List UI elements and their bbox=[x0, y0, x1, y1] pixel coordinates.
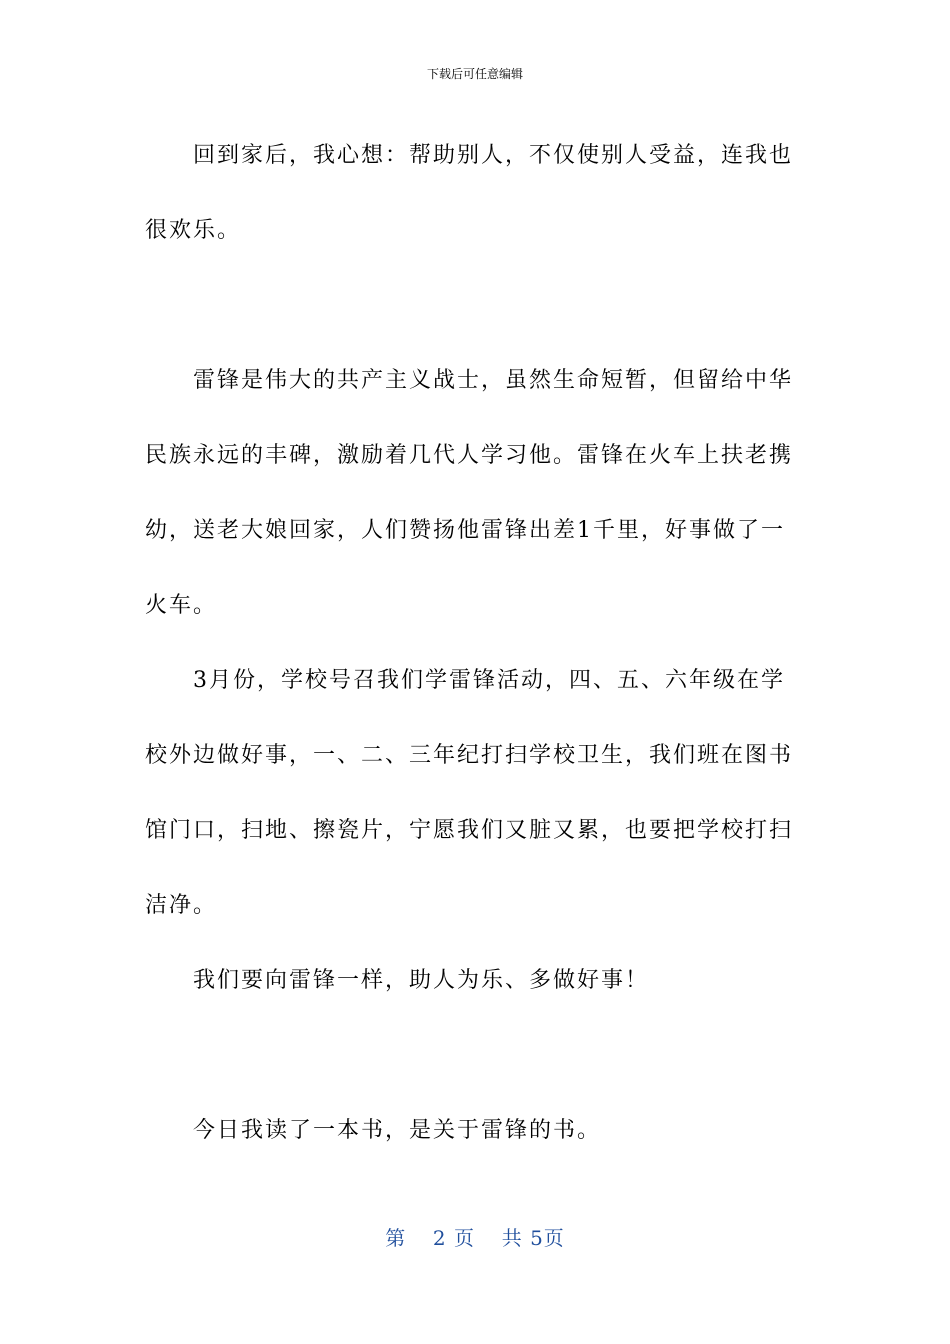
footer-total-prefix: 共 bbox=[501, 1226, 523, 1250]
header-note: 下载后可任意编辑 bbox=[426, 67, 523, 81]
paragraph-4: 我们要向雷锋一样，助人为乐、多做好事！ bbox=[193, 968, 650, 993]
page-number-footer bbox=[0, 1224, 950, 1252]
paragraph-5: 今日我读了一本书，是关于雷锋的书。 bbox=[193, 1118, 602, 1143]
paragraph-3: 3月份，学校号召我们学雷锋活动，四、五、六年级在学校外边做好事，一、二、三年纪打扫学校卫生，我们班在图书馆门口，扫地、擦瓷片，宁愿我们又脏又累，也要把学校打扫洁净。 bbox=[145, 668, 794, 918]
footer-prefix: 第 bbox=[385, 1226, 407, 1250]
footer-total-pages: 5页 bbox=[530, 1226, 565, 1250]
paragraph-2: 雷锋是伟大的共产主义战士，虽然生命短暂，但留给中华民族永远的丰碑，激励着几代人学习他。雷锋在火车上扶老携幼，送老大娘回家，人们赞扬他雷锋出差1千里，好事做了一火车。 bbox=[145, 368, 794, 618]
paragraph-spacer bbox=[145, 1018, 793, 1093]
paragraph-spacer bbox=[145, 268, 793, 343]
document-body bbox=[145, 118, 793, 1168]
footer-page-word: 页 bbox=[454, 1226, 475, 1250]
paragraph-1: 回到家后，我心想：帮助别人，不仅使别人受益，连我也很欢乐。 bbox=[145, 143, 794, 243]
footer-current-page: 2 bbox=[432, 1226, 447, 1250]
